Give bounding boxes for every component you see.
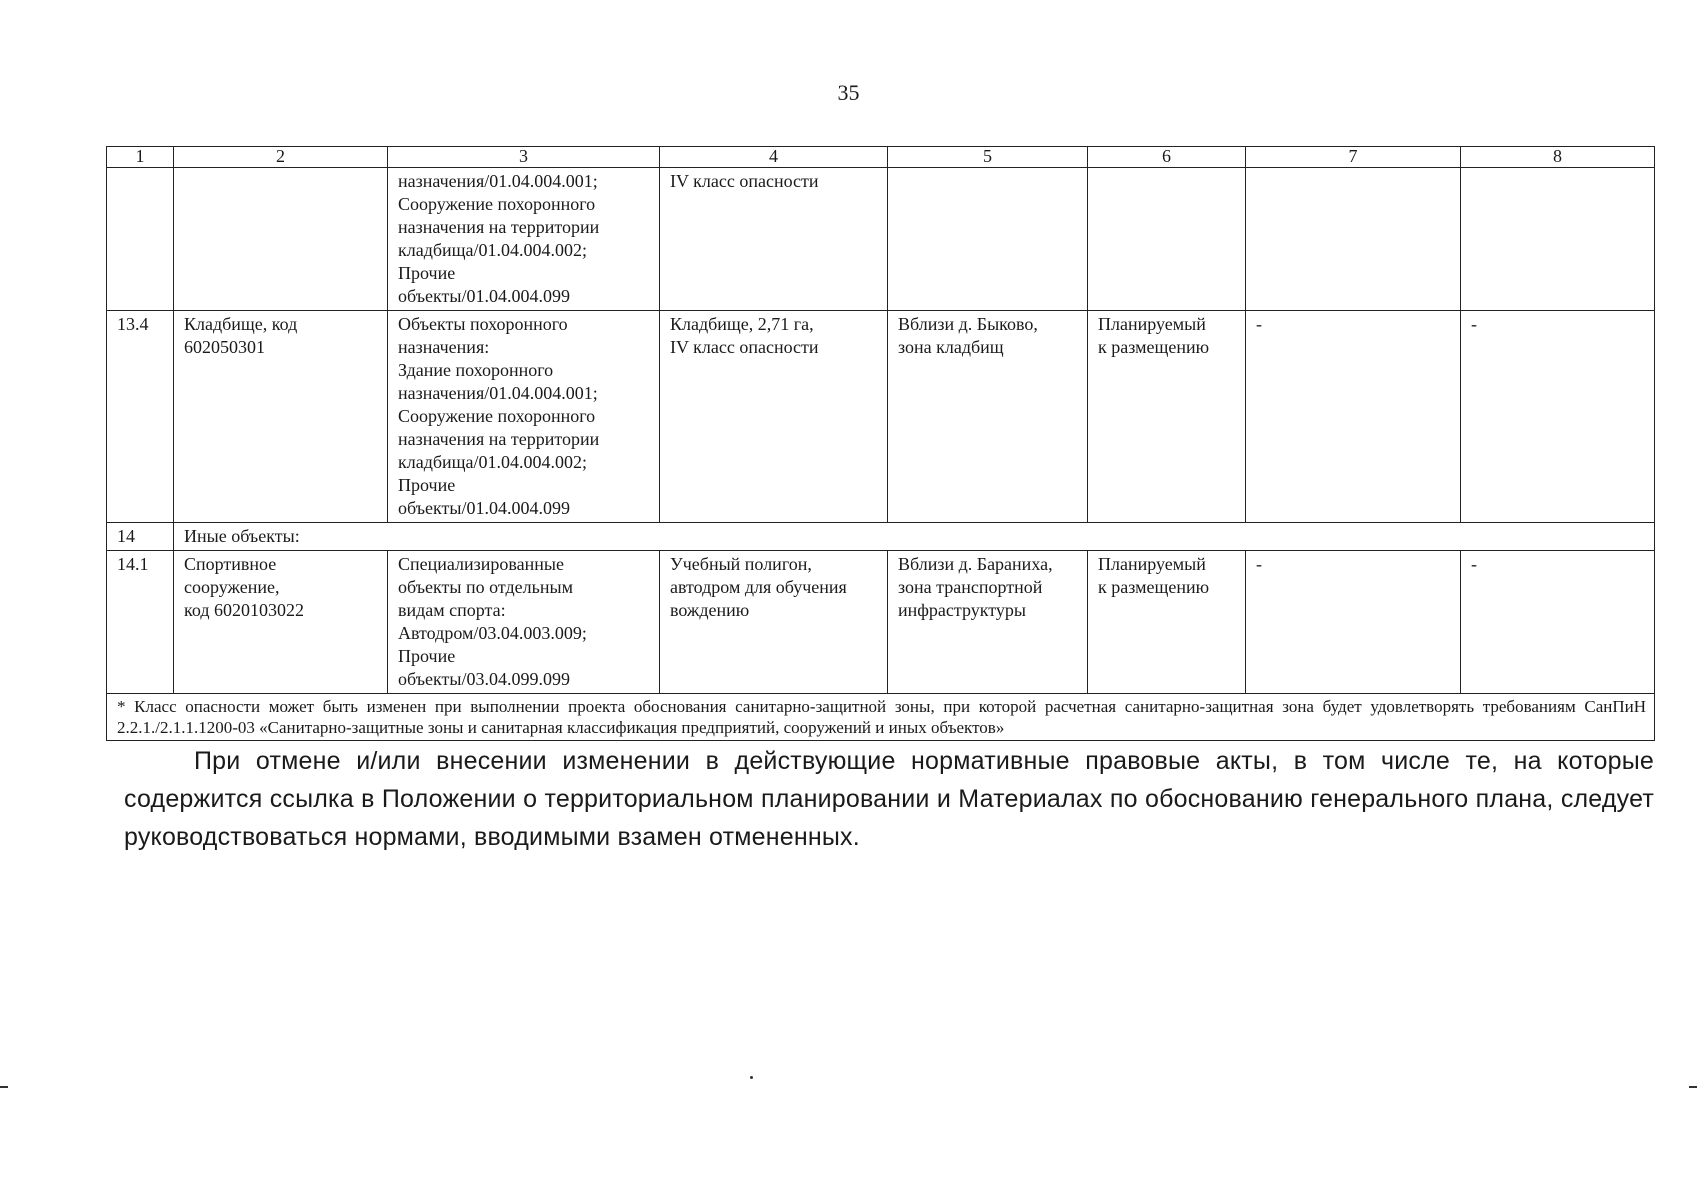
- column-7-value: -: [1246, 551, 1461, 694]
- cell-line: автодром для обучения: [670, 577, 847, 597]
- table-row: [107, 551, 1655, 694]
- cell-line: видам спорта:: [398, 600, 506, 620]
- object-location: [888, 168, 1088, 311]
- body-paragraph: При отмене и/или внесении изменении в действующие нормативные правовые акты, в том числе те, на которые содержится ссылка в Положении о территориальном планировании и Материалах по обоснованию генерального плана, следует руководствоваться нормами, вводимыми взамен отмененных.: [124, 747, 1654, 851]
- cell-line: объекты/03.04.099.099: [398, 669, 570, 689]
- column-number: 1: [107, 147, 174, 168]
- cell-line: Объекты похоронного: [398, 314, 568, 334]
- column-number: 8: [1461, 147, 1655, 168]
- object-status: [1088, 551, 1246, 694]
- cell-line: Прочие: [398, 263, 456, 283]
- object-name: [174, 551, 388, 694]
- page-number: 35: [837, 80, 860, 105]
- table-row: [107, 168, 1655, 311]
- cell-line: объекты/01.04.004.099: [398, 498, 570, 518]
- column-number-row: [107, 147, 1655, 168]
- object-characteristics: [660, 168, 888, 311]
- objects-table: [106, 146, 1655, 741]
- scan-dot: [750, 1076, 753, 1079]
- cell-line: назначения:: [398, 337, 490, 357]
- column-number: 3: [388, 147, 660, 168]
- group-label: Иные объекты:: [174, 523, 1655, 551]
- scan-edge-mark: [0, 1086, 8, 1088]
- column-7-value: [1246, 168, 1461, 311]
- column-7-value: -: [1246, 311, 1461, 523]
- cell-line: кладбища/01.04.004.002;: [398, 240, 588, 260]
- cell-line: к размещению: [1098, 577, 1210, 597]
- column-number: 7: [1246, 147, 1461, 168]
- cell-line: вождению: [670, 600, 750, 620]
- object-type: [388, 311, 660, 523]
- cell-line: Вблизи д. Быково,: [898, 314, 1038, 334]
- cell-line: Спортивное: [184, 554, 277, 574]
- objects-table-container: [106, 146, 1654, 741]
- cell-line: инфраструктуры: [898, 600, 1026, 620]
- object-characteristics: [660, 311, 888, 523]
- group-number: 14: [107, 523, 174, 551]
- object-location: [888, 551, 1088, 694]
- cell-line: зона транспортной: [898, 577, 1043, 597]
- column-number: 4: [660, 147, 888, 168]
- group-row: [107, 523, 1655, 551]
- object-status: [1088, 168, 1246, 311]
- object-type: [388, 168, 660, 311]
- column-8-value: [1461, 168, 1655, 311]
- cell-line: назначения на территории: [398, 217, 600, 237]
- cell-line: Сооружение похоронного: [398, 406, 596, 426]
- cell-line: IV класс опасности: [670, 337, 819, 357]
- cell-line: сооружение,: [184, 577, 280, 597]
- cell-line: Прочие: [398, 646, 456, 666]
- row-number: 13.4: [107, 311, 174, 523]
- cell-line: назначения/01.04.004.001;: [398, 383, 598, 403]
- cell-line: Кладбище, код: [184, 314, 298, 334]
- cell-line: Специализированные: [398, 554, 564, 574]
- footnote-row: [107, 694, 1655, 741]
- cell-line: Вблизи д. Бараниха,: [898, 554, 1053, 574]
- row-number: 14.1: [107, 551, 174, 694]
- object-status: [1088, 311, 1246, 523]
- cell-line: IV класс опасности: [670, 171, 819, 191]
- cell-line: Планируемый: [1098, 554, 1206, 574]
- object-name: [174, 168, 388, 311]
- table-row: [107, 311, 1655, 523]
- object-type: [388, 551, 660, 694]
- column-number: 5: [888, 147, 1088, 168]
- footnote: * Класс опасности может быть изменен при выполнении проекта обоснования санитарно-защитной зоны, при которой расчетная санитарно-защитная зона будет удовлетворять требованиям СанПиН 2.2.1./2.1.1.1200-03 «Санитарно-защитные зоны и санитарная классификация предприятий, сооружений и иных объектов»: [107, 694, 1655, 741]
- cell-line: Автодром/03.04.003.009;: [398, 623, 587, 643]
- cell-line: к размещению: [1098, 337, 1210, 357]
- table-body: [107, 147, 1655, 741]
- cell-line: объекты по отдельным: [398, 577, 573, 597]
- column-8-value: -: [1461, 551, 1655, 694]
- column-number: 2: [174, 147, 388, 168]
- cell-line: назначения на территории: [398, 429, 600, 449]
- cell-line: объекты/01.04.004.099: [398, 286, 570, 306]
- cell-line: Прочие: [398, 475, 456, 495]
- cell-line: Учебный полигон,: [670, 554, 812, 574]
- cell-line: Здание похоронного: [398, 360, 554, 380]
- cell-line: кладбища/01.04.004.002;: [398, 452, 588, 472]
- cell-line: зона кладбищ: [898, 337, 1004, 357]
- row-number: [107, 168, 174, 311]
- cell-line: Планируемый: [1098, 314, 1206, 334]
- cell-line: код 6020103022: [184, 600, 304, 620]
- object-name: [174, 311, 388, 523]
- cell-line: Сооружение похоронного: [398, 194, 596, 214]
- column-number: 6: [1088, 147, 1246, 168]
- cell-line: назначения/01.04.004.001;: [398, 171, 598, 191]
- object-characteristics: [660, 551, 888, 694]
- cell-line: Кладбище, 2,71 га,: [670, 314, 814, 334]
- object-location: [888, 311, 1088, 523]
- cell-line: 602050301: [184, 337, 265, 357]
- scan-edge-mark: [1689, 1086, 1697, 1088]
- column-8-value: -: [1461, 311, 1655, 523]
